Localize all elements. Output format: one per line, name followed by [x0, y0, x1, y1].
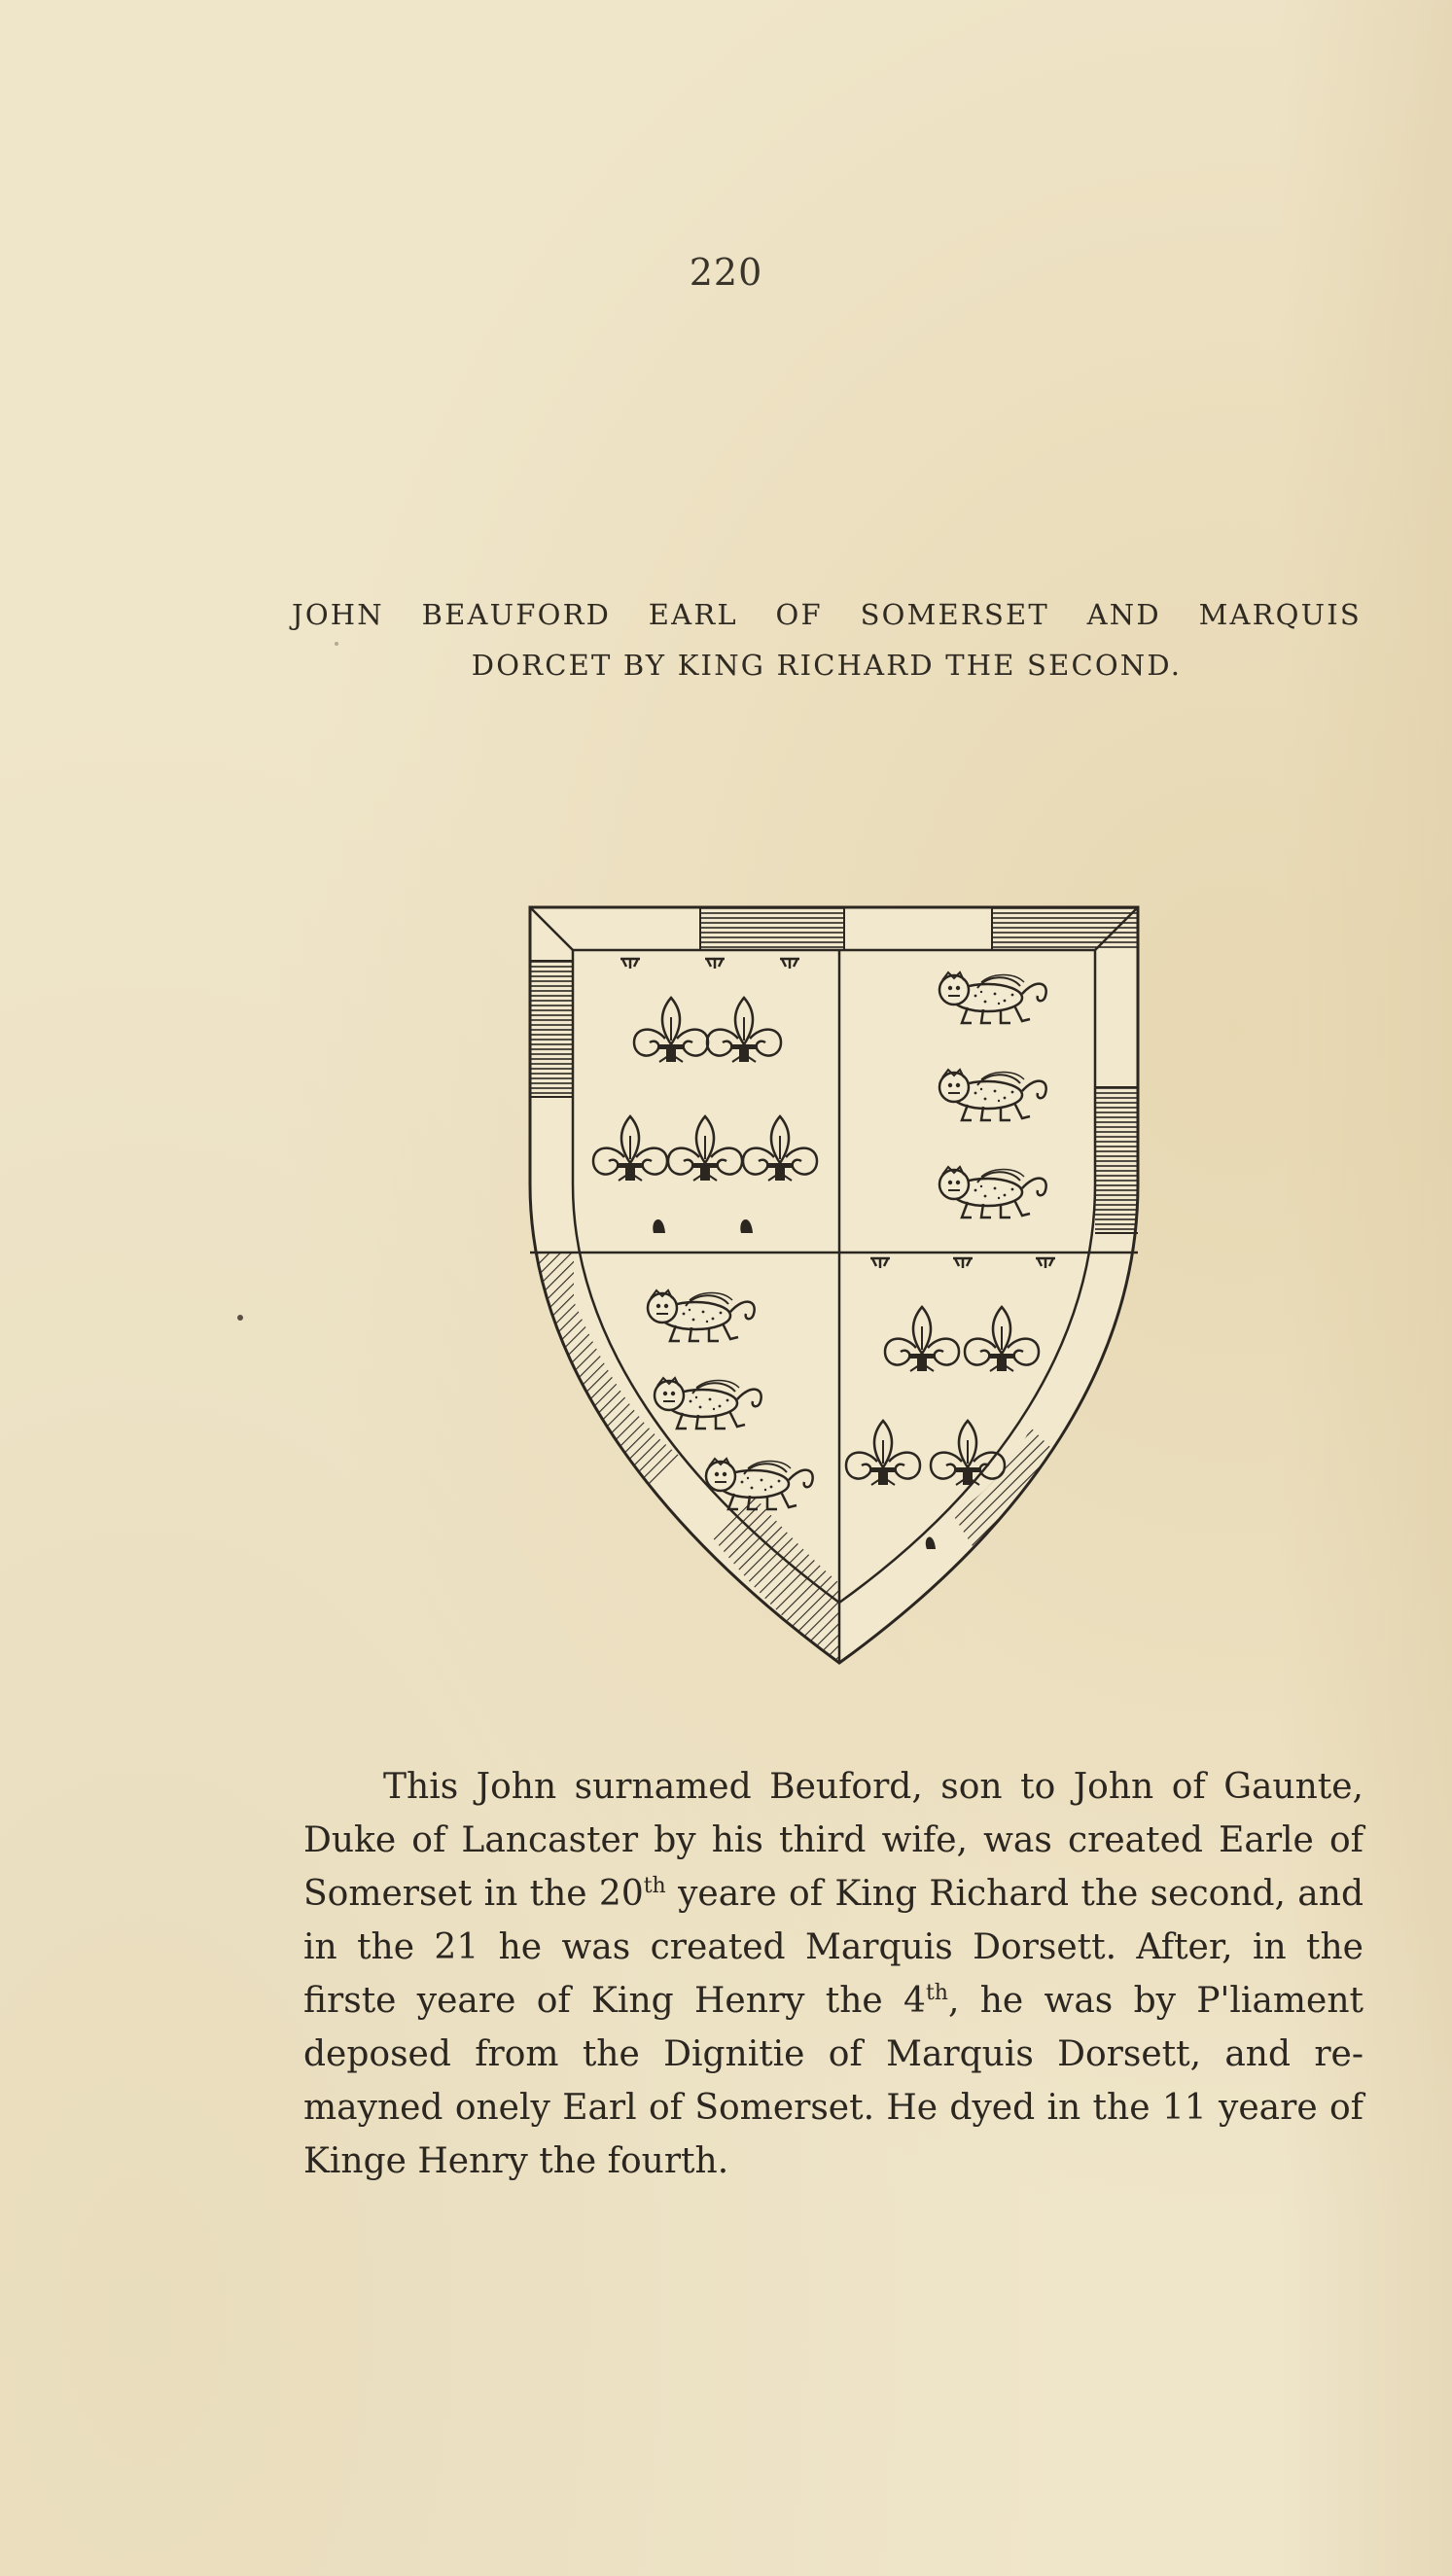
chapter-heading — [292, 589, 1362, 690]
body-text-1: This John surnamed Beuford, son to John of Gaunte, Duke of Lancaster by his third wife, was created Earle of Somerset in the 20 — [303, 1767, 1363, 1914]
paper-speck — [335, 642, 338, 646]
paper-speck — [237, 1315, 243, 1321]
body-paragraph — [303, 1760, 1363, 2188]
superscript-th-1: th — [643, 1874, 666, 1898]
heading-line-1: JOHN BEAUFORD EARL OF SOMERSET AND MARQUIS — [292, 598, 1362, 631]
body-text-2: yeare of King Richard the second, and in the 21 he was created Marquis Dorsett. After, in the firste yeare of King Henry the 4 — [303, 1874, 1363, 2021]
page-number: 220 — [689, 251, 763, 294]
coat-of-arms-shield — [525, 902, 1148, 1671]
superscript-th-2: th — [925, 1981, 948, 2005]
body-text-3: , he was by P'liament deposed from the Dignitie of Marquis Dorsett, and re-mayned onely Earl of Somerset. He dyed in the 11 yeare of Kinge Henry the fourth. — [303, 1981, 1363, 2181]
heading-line-2: DORCET BY KING RICHARD THE SECOND. — [471, 649, 1183, 682]
